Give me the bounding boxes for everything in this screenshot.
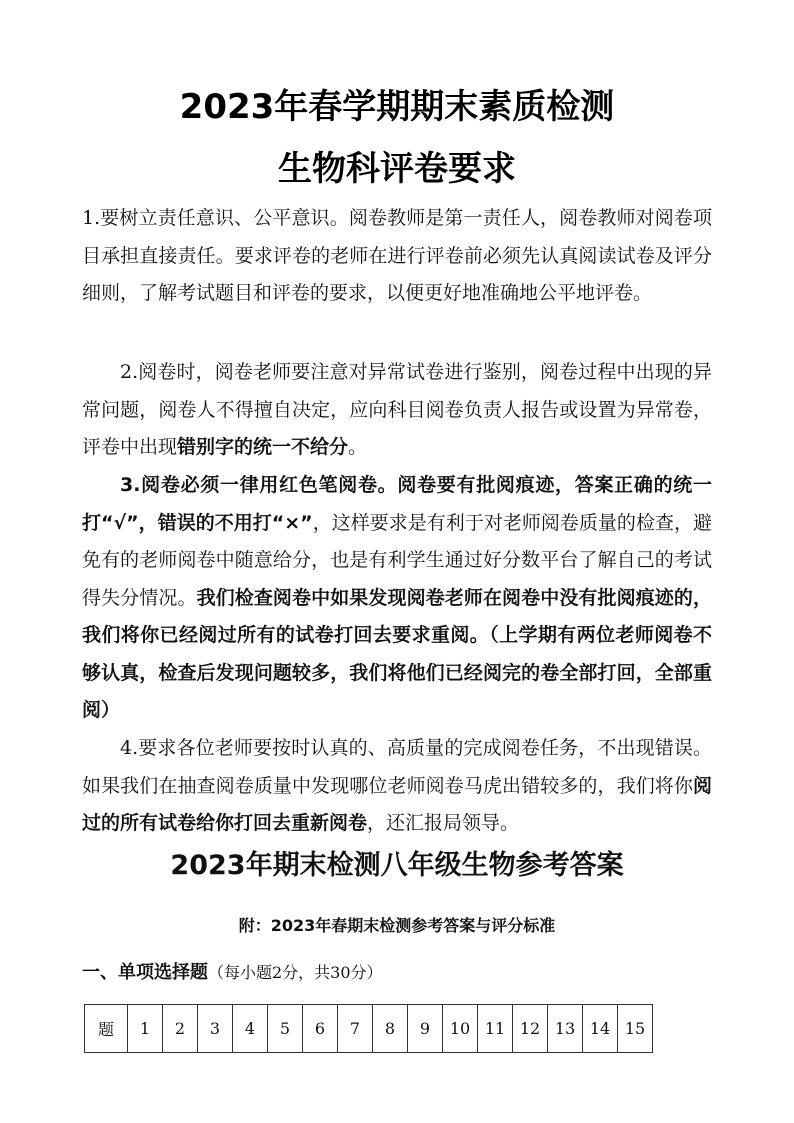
section-1-note: （每小题2分，共30分） bbox=[208, 963, 383, 982]
paragraph-1: 1.要树立责任意识、公平意识。阅卷教师是第一责任人，阅卷教师对阅卷项目承担直接责任。要求评卷的老师在进行评卷前必须先认真阅读试卷及评分细则，了解考试题目和评卷的要求，以便更好地准确地公平地评卷。 bbox=[82, 207, 712, 304]
paragraph-2 bbox=[82, 354, 712, 467]
answer-subtitle: 附：2023年春期末检测参考答案与评分标准 bbox=[238, 916, 556, 935]
paragraph-2-bold: 错别字的统一不给分 bbox=[177, 436, 349, 458]
document-subtitle: 生物科评卷要求 bbox=[278, 149, 516, 189]
paragraph-3-text: ，这样要求是有利于对老师阅卷质量的检查，避免有的老师阅卷中随意给分，也是有利学生通过好分数平台了解自己的考试得失分情况。 bbox=[82, 511, 712, 609]
answer-table bbox=[84, 1004, 653, 1053]
paragraph-2-end: 。 bbox=[348, 436, 368, 458]
question-number-cell: 4 bbox=[233, 1005, 268, 1053]
document-title: 2023年春学期期末素质检测 bbox=[179, 87, 615, 127]
section-1-heading bbox=[82, 958, 383, 988]
question-number-cell: 15 bbox=[618, 1005, 653, 1053]
paragraph-2-text: 2.阅卷时，阅卷老师要注意对异常试卷进行鉴别，阅卷过程中出现的异常问题，阅卷人不得擅自决定，应向科目阅卷负责人报告或设置为异常卷，评卷中出现 bbox=[82, 361, 712, 458]
section-1-label: 一、单项选择题 bbox=[82, 962, 208, 983]
question-number-cell: 10 bbox=[443, 1005, 478, 1053]
question-number-cell: 2 bbox=[163, 1005, 198, 1053]
paragraph-3-bold-b: 我们检查阅卷中如果发现阅卷老师在阅卷中没有批阅痕迹的，我们将你已经阅过所有的试卷打回去要求重阅。（上学期有两位老师阅卷不够认真，检查后发现问题较多，我们将他们已经阅完的卷全部打回，全部重阅） bbox=[82, 586, 712, 721]
question-number-cell: 8 bbox=[373, 1005, 408, 1053]
question-number-cell: 13 bbox=[548, 1005, 583, 1053]
table-header-cell: 题 bbox=[85, 1005, 128, 1053]
answer-title: 2023年期末检测八年级生物参考答案 bbox=[170, 850, 624, 881]
question-number-cell: 3 bbox=[198, 1005, 233, 1053]
question-number-cell: 14 bbox=[583, 1005, 618, 1053]
paragraph-4 bbox=[82, 730, 712, 843]
question-number-cell: 5 bbox=[268, 1005, 303, 1053]
question-number-cell: 6 bbox=[303, 1005, 338, 1053]
question-number-cell: 7 bbox=[338, 1005, 373, 1053]
question-number-cell: 9 bbox=[408, 1005, 443, 1053]
question-number-cell: 12 bbox=[513, 1005, 548, 1053]
table-row bbox=[85, 1005, 653, 1053]
paragraph-4-bold: 阅过的所有试卷给你打回去重新阅卷 bbox=[82, 774, 712, 834]
paragraph-3-bold-a: 3.阅卷必须一律用红色笔阅卷。阅卷要有批阅痕迹，答案正确的统一打“√”，错误的不用打“×” bbox=[82, 474, 712, 534]
paragraph-3 bbox=[82, 467, 712, 730]
paragraph-4-end: ，还汇报局领导。 bbox=[367, 812, 520, 834]
question-number-cell: 1 bbox=[128, 1005, 163, 1053]
paragraph-4-text: 4.要求各位老师要按时认真的、高质量的完成阅卷任务，不出现错误。如果我们在抽查阅卷质量中发现哪位老师阅卷马虎出错较多的，我们将你 bbox=[82, 737, 712, 797]
question-number-cell: 11 bbox=[478, 1005, 513, 1053]
